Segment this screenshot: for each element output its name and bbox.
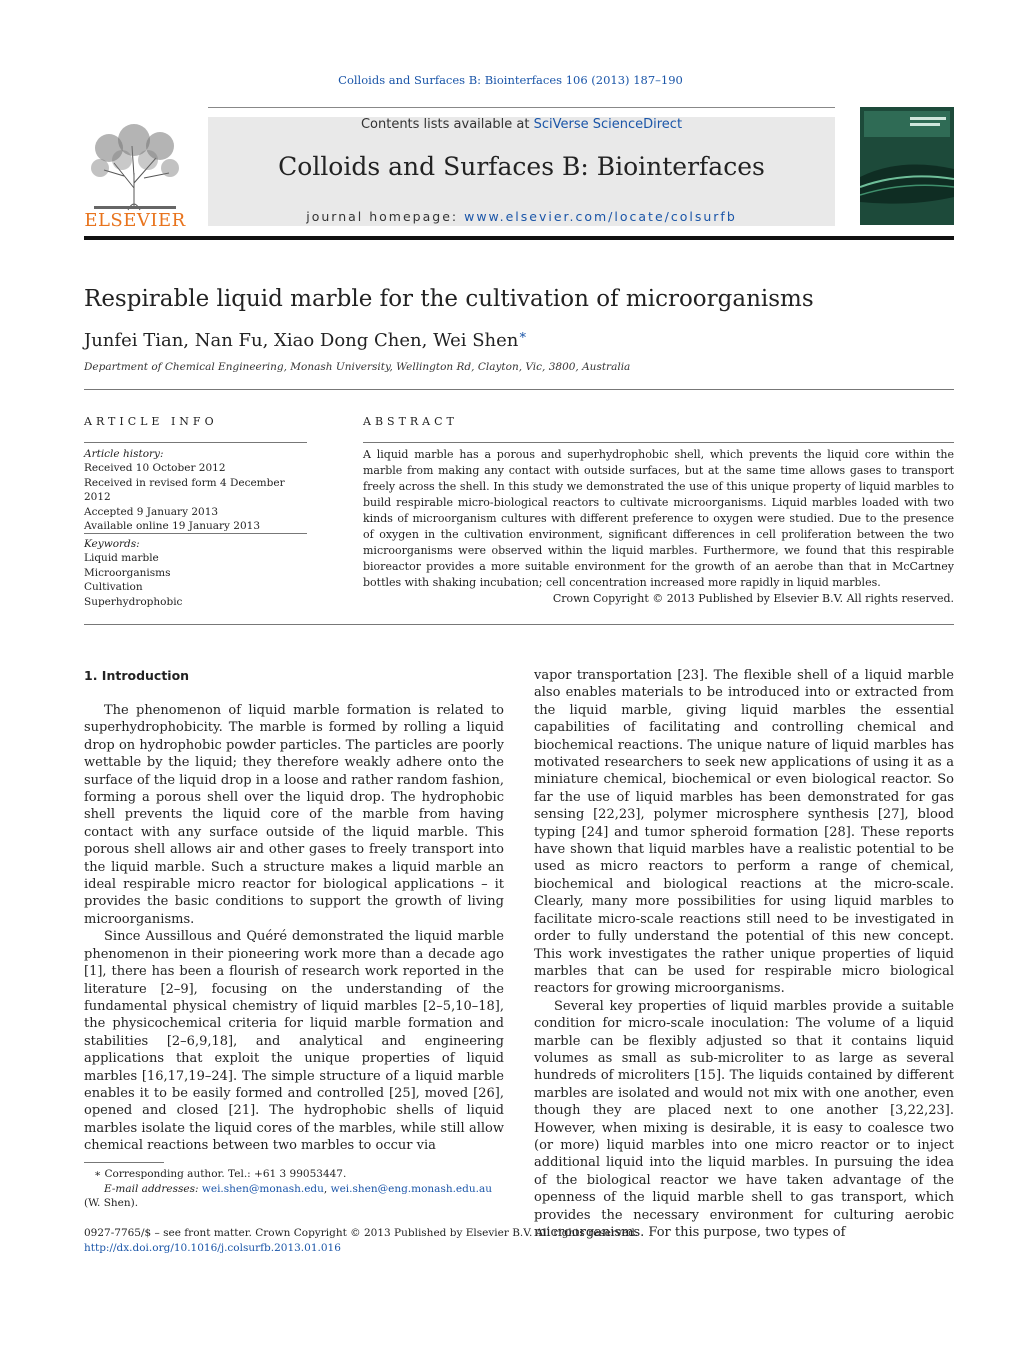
- author-list: [84, 328, 527, 351]
- abstract-text: A liquid marble has a porous and superhydrophobic shell, which prevents the liquid core within the marble from making any contact with outside surfaces, but at the same time allows gases to transport freely across the shell. In this study we demonstrated the use of this unique property of liquid marbles to build respirable micro-biological reactors to cultivate microorganisms. Liquid marbles loaded with two kinds of microorganism cultures with different preference to oxygen were studied. Due to the presence of oxygen in the cultivation environment, significant differences in cell proliferation between the two microorganisms were observed within the liquid marbles. Furthermore, we found that this respirable bioreactor provides a more suitable environment for the growth of an aerobe than that in McCartney bottles with shaking incubation; cell concentration increased more rapidly in liquid marbles.: [363, 448, 954, 589]
- email-link[interactable]: wei.shen@eng.monash.edu.au: [330, 1182, 492, 1195]
- authors-names: Junfei Tian, Nan Fu, Xiao Dong Chen, Wei Shen: [84, 330, 519, 351]
- email-owner: (W. Shen).: [84, 1197, 139, 1209]
- elsevier-logo: [84, 118, 186, 233]
- journal-title: Colloids and Surfaces B: Biointerfaces: [278, 152, 765, 181]
- article-info-rule: [84, 442, 307, 443]
- abstract-copyright: Crown Copyright © 2013 Published by Elsevier B.V. All rights reserved.: [552, 592, 954, 605]
- intro-paragraph: vapor transportation [23]. The flexible shell of a liquid marble also enables materials to be introduced into or extracted from the liquid marble, giving liquid marbles the essential capabilities of facilitating and controlling chemical and biochemical reactions. The unique nature of liquid marbles has motivated researchers to seek new applications of using it as a miniature chemical, biochemical or even biological reactor. So far the use of liquid marbles has been demonstrated for gas sensing [22,23], polymer microsphere synthesis [27], blood typing [24] and tumor spheroid formation [28]. These reports have shown that liquid marbles have a realistic potential to be used as micro reactors to perform a range of chemical, biochemical and biological reactions at the micro-scale. Clearly, many more possibilities for using liquid marbles to facilitate micro-scale reactions still need to be investigated in order to fully understand the potential of this new concept. This work investigates the rather unique properties of liquid marbles that can be used for respirable micro biological reactors for growing microorganisms.: [534, 668, 954, 997]
- contents-prefix: Contents lists available at: [360, 117, 534, 132]
- elsevier-wordmark: ELSEVIER: [84, 210, 186, 231]
- email-link[interactable]: wei.shen@monash.edu: [201, 1182, 324, 1195]
- left-column: [84, 702, 504, 1155]
- issn-line: 0927-7765/$ – see front matter. Crown Copyright © 2013 Published by Elsevier B.V. All rights reserved.: [84, 1227, 639, 1239]
- footnote-rule: [84, 1162, 164, 1163]
- history-accepted: Accepted 9 January 2013: [84, 505, 219, 518]
- history-online: Available online 19 January 2013: [84, 520, 261, 533]
- keyword-item: Liquid marble: [84, 552, 159, 565]
- intro-paragraph: The phenomenon of liquid marble formation is related to superhydrophobicity. The marble is formed by rolling a liquid drop on hydrophobic powder particles. The particles are poorly wettable by the liquid; they therefore weakly adhere onto the surface of the liquid drop in a loose and rather random fashion, forming a porous shell over the liquid drop. The hydrophobic shell prevents the liquid core of the marble from having contact with any surface outside of the liquid marble. This porous shell allows air and other gases to freely transport into the liquid marble. Such a structure makes a liquid marble an ideal respirable micro reactor for biological applications – it provides the basic conditions to support the growth of living microorganisms.: [84, 703, 504, 927]
- cover-art: [860, 107, 954, 225]
- header-rule: [208, 107, 835, 108]
- corresponding-author-mark[interactable]: ∗: [518, 328, 528, 343]
- keywords-block: [84, 537, 314, 609]
- homepage-link[interactable]: www.elsevier.com/locate/colsurfb: [464, 209, 737, 224]
- homepage-prefix: journal homepage:: [306, 209, 465, 224]
- abstract-rule: [363, 442, 954, 443]
- keyword-item: Cultivation: [84, 581, 143, 594]
- keyword-item: Microorganisms: [84, 566, 171, 579]
- article-title: Respirable liquid marble for the cultivation of microorganisms: [84, 286, 814, 312]
- title-divider: [84, 389, 954, 390]
- page-footer: [84, 1226, 638, 1256]
- history-label: Article history:: [84, 448, 164, 460]
- footnote-mark: ∗: [94, 1168, 102, 1180]
- journal-citation[interactable]: Colloids and Surfaces B: Biointerfaces 106 (2013) 187–190: [338, 73, 683, 87]
- sciencedirect-link[interactable]: SciVerse ScienceDirect: [533, 117, 683, 132]
- footnote-emails: E-mail addresses: wei.shen@monash.edu, wei.shen@eng.monash.edu.au: [104, 1182, 492, 1195]
- right-column: [534, 667, 954, 1241]
- footnote: [84, 1167, 504, 1211]
- footnote-corresponding-text: Corresponding author. Tel.: +61 3 99053447.: [104, 1168, 347, 1180]
- history-received: Received 10 October 2012: [84, 462, 226, 475]
- journal-homepage: [208, 209, 835, 224]
- footnote-corresponding: [84, 1167, 504, 1182]
- keywords-label: Keywords:: [84, 538, 140, 550]
- affiliation: Department of Chemical Engineering, Monash University, Wellington Rd, Clayton, Vic, 3800, Australia: [84, 361, 631, 373]
- intro-paragraph: Since Aussillous and Quéré demonstrated the liquid marble phenomenon in their pioneering work more than a decade ago [1], there has been a flourish of research work reported in the literature [2–9], focusing on the understanding of the fundamental physical chemistry of liquid marbles [2–5,10–18], the physicochemical criteria for liquid marble formation and stabilities [2–6,9,18], and analytical and engineering applications that exploit the unique properties of liquid marbles [16,17,19–24]. The simple structure of a liquid marble enables it to be easily formed and controlled [25], moved [26], opened and closed [21]. The hydrophobic shells of liquid marbles isolate the liquid cores of the marbles, while still allow chemical reactions between two marbles to occur via: [84, 929, 504, 1154]
- history-revised: Received in revised form 4 December 2012: [84, 476, 285, 504]
- contents-line: [208, 117, 835, 132]
- intro-paragraph: Several key properties of liquid marbles provide a suitable condition for micro-scale inoculation: The volume of a liquid marble can be flexibly adjusted so that it contains liquid volumes as small as sub-microliter to as large as several hundreds of microliters [15]. The liquids contained by different marbles are isolated and would not mix with one another, even though they are placed next to one another [3,22,23]. However, when mixing is desirable, it is easy to coalesce two (or more) liquid marbles into one micro reactor or to inject additional liquid into the liquid marbles. In pursuing the idea of the biological reactor we have taken advantage of the openness of the liquid marble shell to gas transport, which provides the necessary environment for culturing aerobic microorganisms. For this purpose, two types of: [534, 998, 954, 1240]
- section-heading-introduction: 1. Introduction: [84, 668, 190, 683]
- keywords-rule: [84, 533, 307, 534]
- keyword-item: Superhydrophobic: [84, 595, 183, 608]
- article-history: [84, 447, 314, 533]
- doi-link[interactable]: http://dx.doi.org/10.1016/j.colsurfb.2013.01.016: [84, 1242, 341, 1254]
- email-label: E-mail addresses:: [104, 1182, 199, 1195]
- article-info-heading: ARTICLE INFO: [84, 415, 218, 428]
- abstract-divider: [84, 624, 954, 625]
- abstract-heading: ABSTRACT: [363, 415, 458, 428]
- header-thick-rule: [84, 236, 954, 240]
- journal-cover-image: [860, 107, 954, 225]
